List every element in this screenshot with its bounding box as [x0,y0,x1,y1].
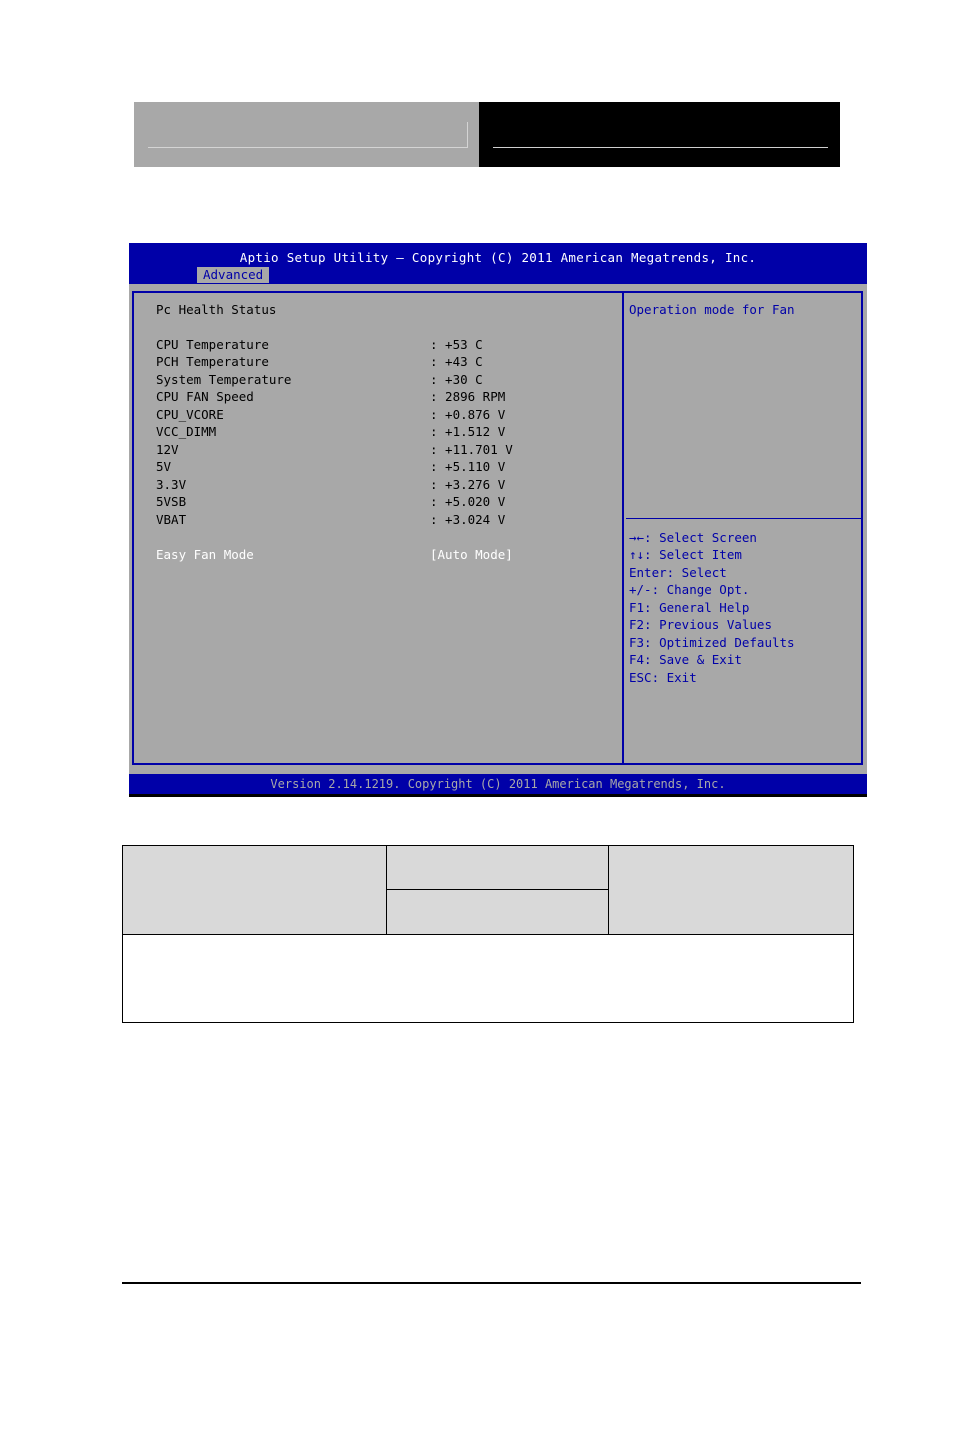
reading-value-12v: : +11.701 V [430,442,513,457]
page-header-left [134,102,479,167]
reading-value-vbat: : +3.024 V [430,512,506,527]
header-right-rule [493,147,828,148]
table-header-choice-2 [387,890,609,935]
bios-version: Version 2.14.1219. Copyright (C) 2011 American Megatrends, Inc. [270,777,726,791]
reading-value-3v3: : +3.276 V [430,477,506,492]
bios-screen [129,243,867,797]
reading-label-cpu-temp: CPU Temperature [156,337,269,352]
table-header-choice-1 [387,846,609,890]
reading-label-12v: 12V [156,442,179,457]
reading-label-vbat: VBAT [156,512,187,527]
reading-label-3v3: 3.3V [156,477,187,492]
reading-value-sys-temp: : +30 C [430,372,483,387]
key-hint-f2: F2: Previous Values [629,617,772,632]
key-hint-select-screen: →←: Select Screen [629,530,757,545]
key-hint-enter: Enter: Select [629,565,727,580]
reading-value-vcc-dimm: : +1.512 V [430,424,506,439]
options-table [122,845,854,1023]
bios-body [129,284,867,774]
key-hint-f1: F1: General Help [629,600,750,615]
reading-value-5v: : +5.110 V [430,459,506,474]
easy-fan-mode-select[interactable]: [Auto Mode] [430,547,513,562]
section-title: Pc Health Status [156,302,277,317]
bios-help-divider [626,518,861,519]
reading-label-vcc-dimm: VCC_DIMM [156,424,217,439]
reading-label-pch-temp: PCH Temperature [156,354,269,369]
reading-label-5vsb: 5VSB [156,494,187,509]
table-header-options [123,846,387,935]
bios-frame [132,291,863,765]
reading-value-pch-temp: : +43 C [430,354,483,369]
footer-rule [122,1282,861,1284]
key-hint-f3: F3: Optimized Defaults [629,635,795,650]
reading-label-5v: 5V [156,459,172,474]
header-left-tick [467,122,468,148]
key-hint-change-opt: +/-: Change Opt. [629,582,750,597]
easy-fan-mode-label[interactable]: Easy Fan Mode [156,547,254,562]
reading-value-cpu-temp: : +53 C [430,337,483,352]
reading-value-5vsb: : +5.020 V [430,494,506,509]
table-header-description [609,846,853,935]
reading-label-fan-speed: CPU FAN Speed [156,389,254,404]
bios-status-bar [129,774,867,794]
reading-value-cpu-vcore: : +0.876 V [430,407,506,422]
reading-label-cpu-vcore: CPU_VCORE [156,407,224,422]
key-hint-f4: F4: Save & Exit [629,652,742,667]
help-text: Operation mode for Fan [629,302,795,317]
page-header-right [479,102,840,167]
tab-advanced[interactable]: Advanced [197,267,269,283]
header-left-rule [148,147,468,148]
key-hint-select-item: ↑↓: Select Item [629,547,742,562]
reading-label-sys-temp: System Temperature [156,372,292,387]
bios-title-bar [129,243,867,284]
bios-pane-divider [622,293,624,763]
bios-title: Aptio Setup Utility – Copyright (C) 2011 American Megatrends, Inc. [239,250,757,265]
reading-value-fan-speed: : 2896 RPM [430,389,506,404]
key-hint-esc: ESC: Exit [629,670,697,685]
